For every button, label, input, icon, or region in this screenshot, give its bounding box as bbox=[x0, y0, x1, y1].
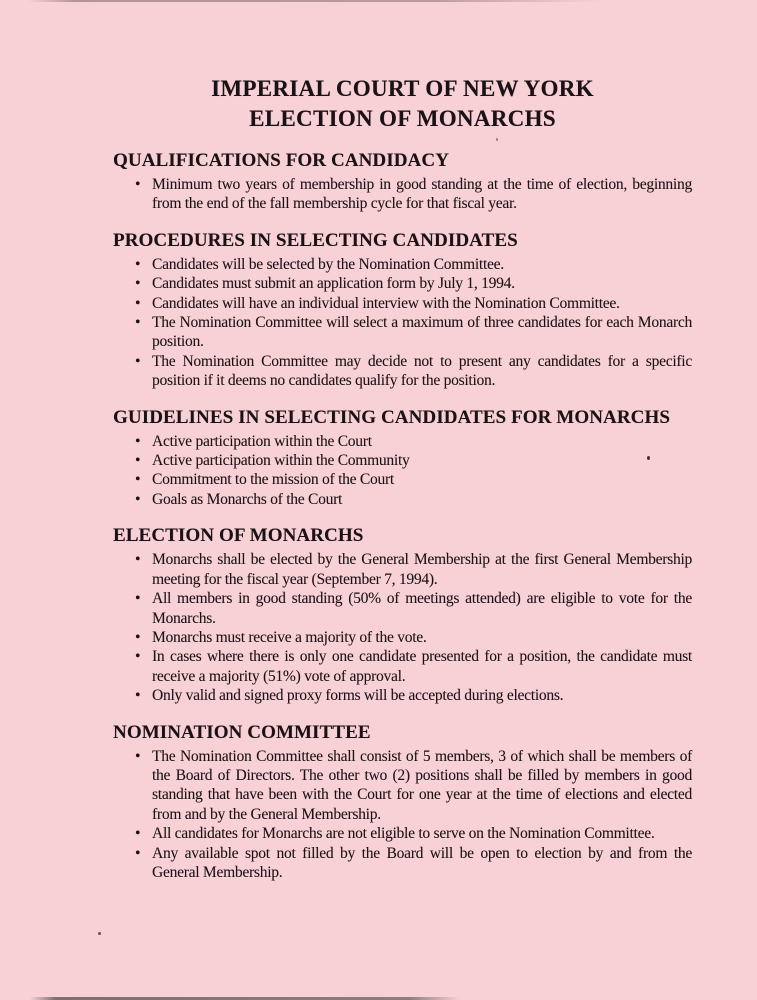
section bbox=[113, 525, 692, 705]
bullet-item: • In cases where there is only one candidate presented for a position, the candidate must receive a majority (51%) vote of approval. bbox=[113, 647, 692, 686]
document-title bbox=[113, 74, 692, 134]
bullet-item: • Monarchs must receive a majority of the vote. bbox=[113, 628, 692, 647]
bullet-list bbox=[113, 255, 692, 391]
section bbox=[113, 407, 692, 510]
bullet-item: • Commitment to the mission of the Court bbox=[113, 470, 692, 489]
bullet-item: • Candidates will have an individual interview with the Nomination Committee. bbox=[113, 294, 692, 313]
section-heading: NOMINATION COMMITTEE bbox=[113, 721, 371, 743]
bullet-list bbox=[113, 175, 692, 214]
bullet-item: • Active participation within the Court bbox=[113, 432, 692, 451]
bullet-item: • Monarchs shall be elected by the General Membership at the first General Membership meeting for the fiscal year (September 7, 1994). bbox=[113, 550, 692, 589]
scan-edge-top bbox=[28, 0, 603, 2]
scan-speck bbox=[98, 932, 101, 935]
bullet-item: • The Nomination Committee will select a maximum of three candidates for each Monarch position. bbox=[113, 313, 692, 352]
bullet-item: • The Nomination Committee may decide not to present any candidates for a specific position if it deems no candidates qualify for the position. bbox=[113, 352, 692, 391]
bullet-list bbox=[113, 747, 692, 883]
document-content bbox=[113, 74, 692, 882]
document-title-line-1: IMPERIAL COURT OF NEW YORK bbox=[211, 76, 594, 101]
bullet-item: • The Nomination Committee shall consist of 5 members, 3 of which shall be members of the Board of Directors. The other two (2) positions shall be filled by members in good standing that have been with the Court for one year at the time of elections and elected from and by the General Membership. bbox=[113, 747, 692, 825]
bullet-item: • Candidates will be selected by the Nomination Committee. bbox=[113, 255, 692, 274]
bullet-item: • Candidates must submit an application form by July 1, 1994. bbox=[113, 274, 692, 293]
section-heading: PROCEDURES IN SELECTING CANDIDATES bbox=[113, 229, 518, 251]
section bbox=[113, 722, 692, 883]
bullet-item: • All candidates for Monarchs are not eligible to serve on the Nomination Committee. bbox=[113, 824, 692, 843]
bullet-list bbox=[113, 432, 692, 510]
section-heading: ELECTION OF MONARCHS bbox=[113, 525, 364, 547]
bullet-item: • Active participation within the Community bbox=[113, 451, 692, 470]
sections bbox=[113, 150, 692, 882]
bullet-item: • Only valid and signed proxy forms will be accepted during elections. bbox=[113, 686, 692, 705]
bullet-list bbox=[113, 550, 692, 705]
bullet-item: • Any available spot not filled by the Board will be open to election by and from the General Membership. bbox=[113, 844, 692, 883]
section bbox=[113, 230, 692, 391]
bullet-item: • Minimum two years of membership in good standing at the time of election, beginning from the end of the fall membership cycle for that fiscal year. bbox=[113, 175, 692, 214]
section-heading: GUIDELINES IN SELECTING CANDIDATES FOR MONARCHS bbox=[113, 406, 671, 428]
bullet-item: • All members in good standing (50% of meetings attended) are eligible to vote for the Monarchs. bbox=[113, 589, 692, 628]
document-title-line-2: ELECTION OF MONARCHS bbox=[249, 106, 556, 131]
section bbox=[113, 150, 692, 214]
bullet-item: • Goals as Monarchs of the Court bbox=[113, 490, 692, 509]
section-heading: QUALIFICATIONS FOR CANDIDACY bbox=[113, 150, 450, 171]
